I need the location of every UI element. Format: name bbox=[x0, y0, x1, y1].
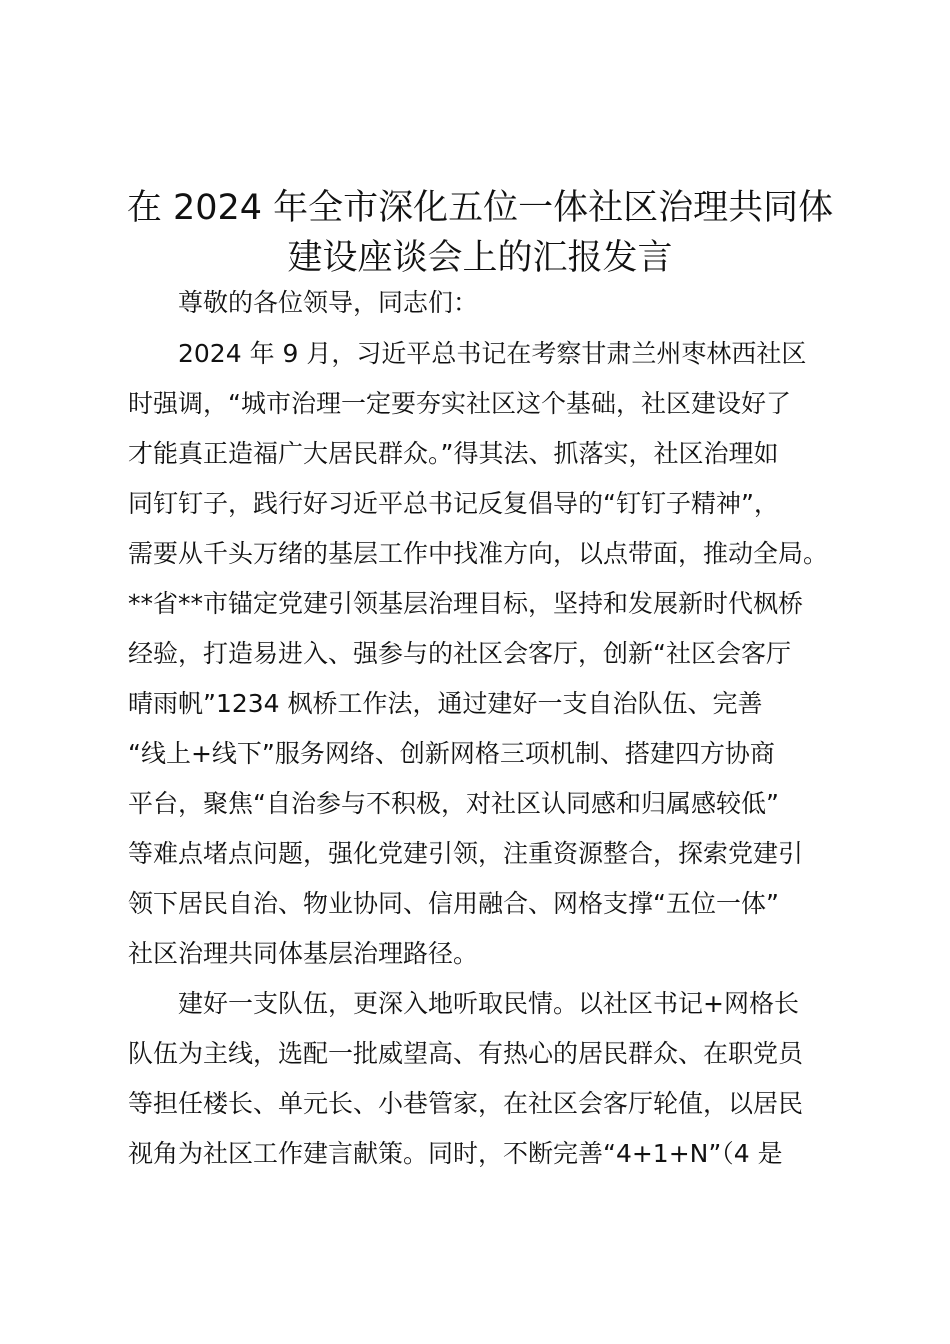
body-line: 视角为社区工作建言献策。同时，不断完善“4+1+N”（4 是 bbox=[128, 1139, 783, 1168]
body-line: 时强调，“城市治理一定要夯实社区这个基础，社区建设好了 bbox=[128, 389, 791, 418]
body-line: “线上+线下”服务网络、创新网格三项机制、搭建四方协商 bbox=[128, 739, 775, 768]
document-title-line-2: 建设座谈会上的汇报发言 bbox=[287, 238, 673, 278]
body-line: 平台，聚焦“自治参与不积极，对社区认同感和归属感较低” bbox=[128, 789, 779, 818]
body-line: 领下居民自治、物业协同、信用融合、网格支撑“五位一体” bbox=[128, 889, 779, 918]
body-line: 晴雨帆”1234 枫桥工作法，通过建好一支自治队伍、完善 bbox=[128, 689, 763, 718]
body-line: 需要从千头万绪的基层工作中找准方向，以点带面，推动全局。 bbox=[128, 539, 829, 568]
body-line-salutation: 尊敬的各位领导，同志们： bbox=[178, 288, 479, 317]
body-line: 等难点堵点问题，强化党建引领，注重资源整合，探索党建引 bbox=[128, 839, 804, 868]
body-line: 才能真正造福广大居民群众。”得其法、抓落实，社区治理如 bbox=[128, 439, 779, 468]
body-line: 等担任楼长、单元长、小巷管家，在社区会客厅轮值，以居民 bbox=[128, 1089, 804, 1118]
body-line: 同钉钉子，践行好习近平总书记反复倡导的“钉钉子精神”， bbox=[128, 489, 779, 518]
body-line: 社区治理共同体基层治理路径。 bbox=[128, 939, 479, 968]
body-line: 2024 年 9 月，习近平总书记在考察甘肃兰州枣林西社区 bbox=[178, 339, 807, 368]
body-line: **省**市锚定党建引领基层治理目标，坚持和发展新时代枫桥 bbox=[128, 589, 804, 618]
document-title-line-1: 在 2024 年全市深化五位一体社区治理共同体 bbox=[126, 188, 834, 228]
body-line: 经验，打造易进入、强参与的社区会客厅，创新“社区会客厅 bbox=[128, 639, 791, 668]
body-line: 建好一支队伍，更深入地听取民情。以社区书记+网格长 bbox=[178, 989, 799, 1018]
body-line: 队伍为主线，选配一批威望高、有热心的居民群众、在职党员 bbox=[128, 1039, 804, 1068]
